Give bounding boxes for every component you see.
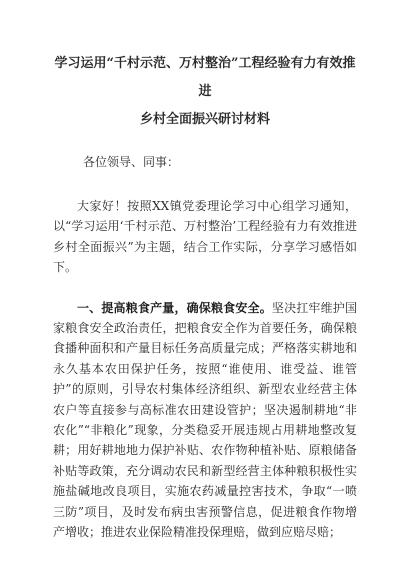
section-1-body: 坚决扛牢维护国家粮食安全政治责任，把粮食安全作为首要任务，确保粮食播种面积和产量目标任务高质量完成；严格落实耕地和永久基本农田保护任务，按照“谁使用、谁受益、谁管护”的原则，引导农村集体经济组织、新型农业经营主体农户等直接参与高标准农田建设管护；坚决遏制耕地“非农化”“非粮化”现象，分类稳妥开展违规占用耕地整改复耕；用好耕地地力保护补贴、农作物种植补贴、原粮储备补贴等政策，充分调动农民和新型经营主体种粮积极性实施盐碱地改良项目，实施农药减量控害技术，争取“一喷三防”项目，及时发布病虫害预警信息，促进粮食作物增产增收；推进农业保险精准投保理赔，做到应赔尽赔； xyxy=(53,300,357,540)
intro-paragraph: 大家好！按照XX镇党委理论学习中心组学习通知，以“学习运用‘千村示范、万村整治’工程经验有力有效推进乡村全面振兴”为主题，结合工作实际，分享学习感悟如下。 xyxy=(53,199,357,275)
document-title xyxy=(53,50,357,134)
title-line-2: 乡村全面振兴研讨材料 xyxy=(139,112,270,127)
section-1-heading: 一、提高粮食产量，确保粮食安全。 xyxy=(77,300,272,315)
section-1-paragraph xyxy=(53,298,357,543)
salutation: 各位领导、同事： xyxy=(83,155,180,169)
title-line-1: 学习运用“千村示范、万村整治”工程经验有力有效推进 xyxy=(54,56,356,99)
